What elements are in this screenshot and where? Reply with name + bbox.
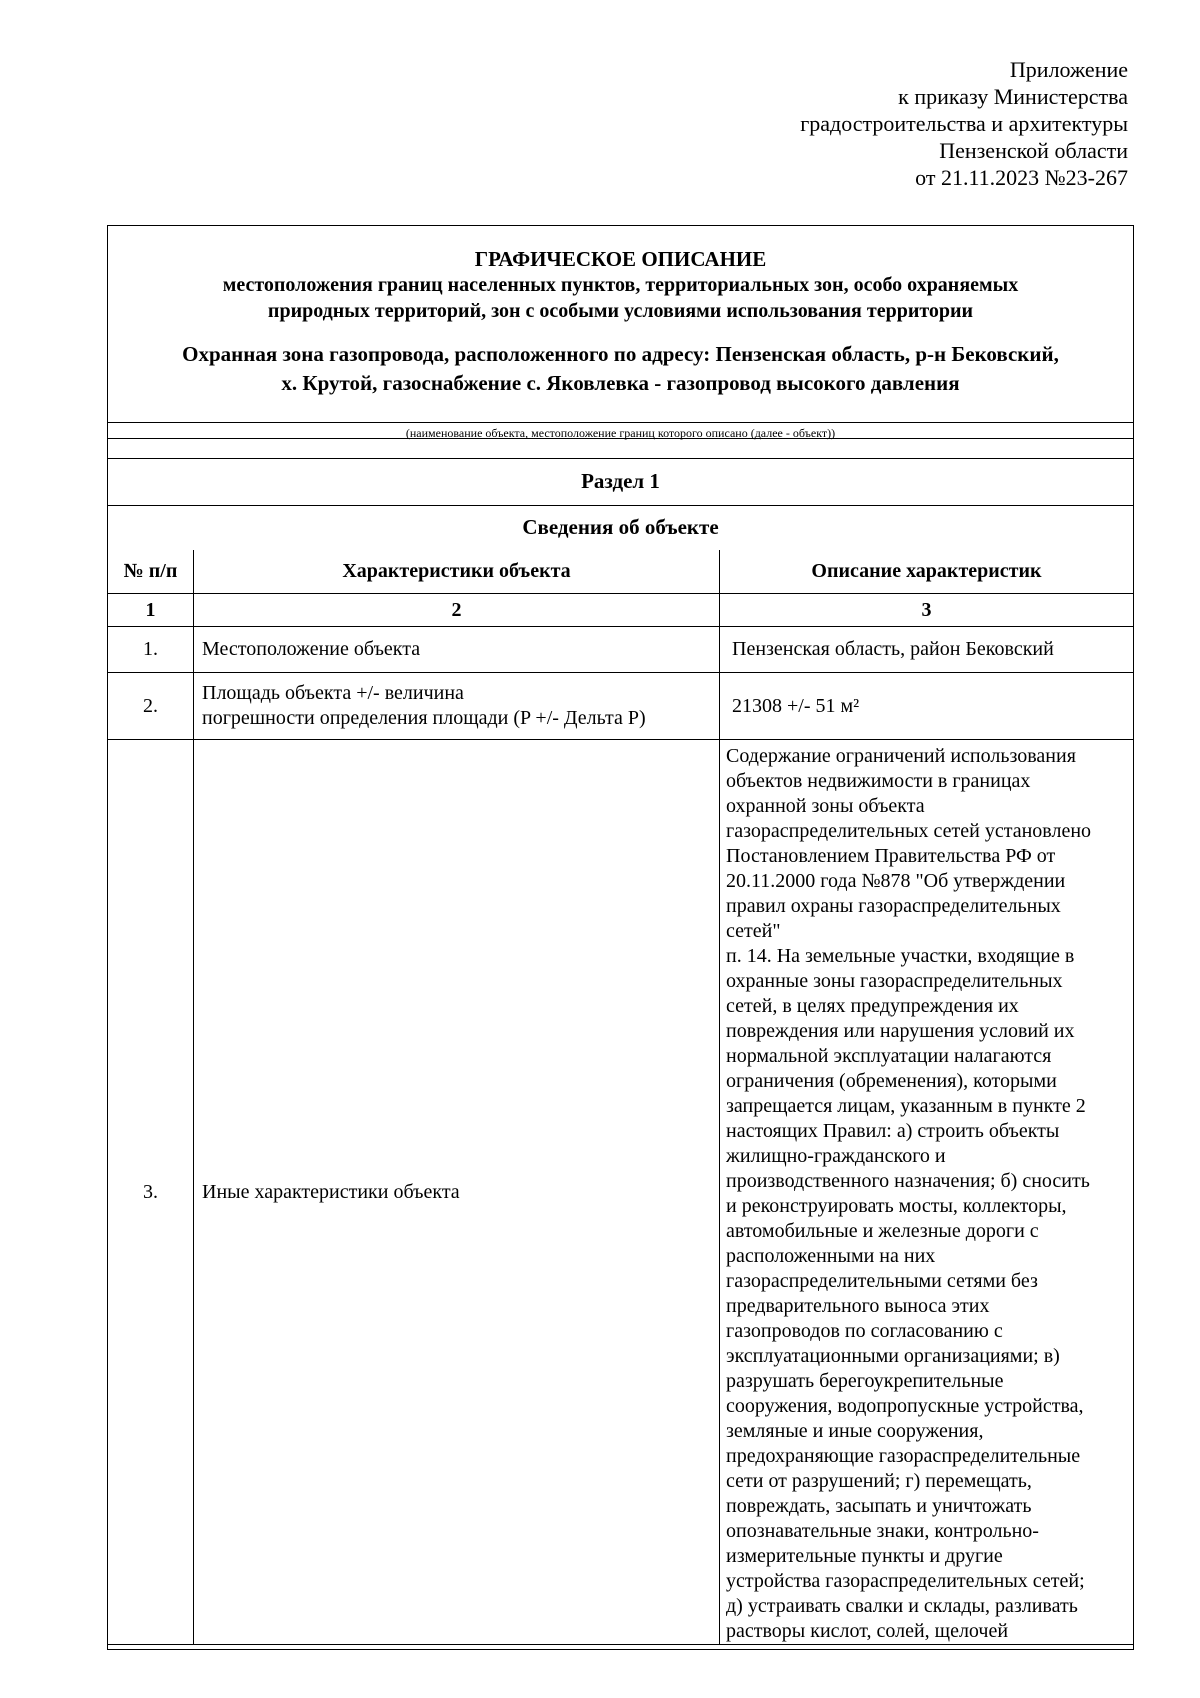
description-line: п. 14. На земельные участки, входящие в	[726, 945, 1075, 967]
table-row	[108, 627, 1133, 673]
row-number: 1.	[108, 627, 194, 673]
description-line: ограничения (обременения), которыми	[726, 1070, 1057, 1092]
description-line: газораспределительными сетями без	[726, 1270, 1038, 1292]
caption-text: (наименование объекта, местоположение границ которого описано (далее - объект))	[405, 426, 836, 440]
description-line: и реконструировать мосты, коллекторы,	[726, 1195, 1067, 1217]
title-block	[108, 226, 1133, 423]
document-subtitle	[108, 272, 1133, 324]
description-line: повреждения или нарушения условий их	[726, 1020, 1075, 1042]
table-row	[108, 740, 1133, 1645]
subtitle-line: природных территорий, зон с особыми условиями использования территории	[267, 300, 974, 322]
description-line: нормальной эксплуатации налагаются	[726, 1045, 1052, 1067]
table-row	[108, 673, 1133, 740]
description-line: газопроводов по согласованию с	[726, 1320, 1003, 1342]
characteristic-line: погрешности определения площади (P +/- Дельта P)	[202, 707, 646, 729]
characteristic-line: Площадь объекта +/- величина	[202, 682, 464, 704]
subtitle-line: местоположения границ населенных пунктов, территориальных зон, особо охраняемых	[222, 274, 1019, 296]
header-cell-characteristic: Характеристики объекта	[194, 550, 720, 594]
description-line: Содержание ограничений использования	[726, 745, 1076, 767]
column-number: 3	[720, 594, 1134, 627]
description-line: 20.11.2000 года №878 "Об утверждении	[726, 870, 1066, 892]
order-header	[800, 56, 1128, 191]
object-name-line: Охранная зона газопровода, расположенного по адресу: Пензенская область, р-н Бековский,	[182, 342, 1059, 366]
row-characteristic: Местоположение объекта	[194, 627, 720, 673]
description-line: правил охраны газораспределительных	[726, 895, 1061, 917]
description-line: автомобильные и железные дороги с	[726, 1220, 1039, 1242]
document-frame	[107, 225, 1134, 1650]
description-line: газораспределительных сетей установлено	[726, 820, 1092, 842]
description-line: предохраняющие газораспределительные	[726, 1445, 1081, 1467]
description-line: растворы кислот, солей, щелочей	[726, 1620, 1009, 1642]
description-line: измерительные пункты и другие	[726, 1545, 1003, 1567]
description-line: расположенными на них	[726, 1245, 936, 1267]
row-characteristic	[194, 673, 720, 740]
row-number: 3.	[108, 740, 194, 1645]
description-line: жилищно-гражданского и	[726, 1145, 946, 1167]
column-number: 2	[194, 594, 720, 627]
header-line: Приложение	[1009, 57, 1128, 82]
description-line: сетей"	[726, 920, 781, 942]
description-line: Постановлением Правительства РФ от	[726, 845, 1056, 867]
header-cell-description: Описание характеристик	[720, 550, 1134, 594]
description-line: настоящих Правил: а) строить объекты	[726, 1120, 1060, 1142]
description-line: опознавательные знаки, контрольно-	[726, 1520, 1039, 1542]
header-cell-number: № п/п	[108, 550, 194, 594]
object-caption	[108, 422, 1133, 439]
row-description: Пензенская область, район Бековский	[720, 627, 1134, 673]
row-description: 21308 +/- 51 м²	[720, 673, 1134, 740]
description-line: сетей, в целях предупреждения их	[726, 995, 1019, 1017]
object-name	[108, 340, 1133, 398]
header-line: градостроительства и архитектуры	[800, 111, 1128, 136]
row-description-long	[720, 740, 1134, 1645]
document-title: ГРАФИЧЕСКОЕ ОПИСАНИЕ	[474, 247, 767, 271]
description-line: эксплуатационными организациями; в)	[726, 1345, 1060, 1367]
header-line: от 21.11.2023 №23-267	[915, 165, 1128, 190]
section-title: Раздел 1	[108, 458, 1133, 506]
description-line: объектов недвижимости в границах	[726, 770, 1031, 792]
description-line: производственного назначения; б) сносить	[726, 1170, 1090, 1192]
column-number: 1	[108, 594, 194, 627]
description-line: предварительного выноса этих	[726, 1295, 990, 1317]
description-line: сооружения, водопропускные устройства,	[726, 1395, 1084, 1417]
object-info-table	[108, 550, 1133, 1645]
header-line: Пензенской области	[939, 138, 1128, 163]
row-characteristic: Иные характеристики объекта	[194, 740, 720, 1645]
description-line: устройства газораспределительных сетей;	[726, 1570, 1085, 1592]
column-number-row	[108, 594, 1133, 627]
description-line: д) устраивать свалки и склады, разливать	[726, 1595, 1078, 1617]
row-number: 2.	[108, 673, 194, 740]
section-subtitle: Сведения об объекте	[522, 515, 719, 539]
description-line: повреждать, засыпать и уничтожать	[726, 1495, 1032, 1517]
description-line: охранной зоны объекта	[726, 795, 925, 817]
description-line: запрещается лицам, указанным в пункте 2	[726, 1095, 1086, 1117]
table-header-row	[108, 550, 1133, 594]
description-line: разрушать берегоукрепительные	[726, 1370, 1004, 1392]
description-line: земляные и иные сооружения,	[726, 1420, 984, 1442]
object-name-line: х. Крутой, газоснабжение с. Яковлевка - газопровод высокого давления	[281, 371, 960, 395]
header-line: к приказу Министерства	[898, 84, 1128, 109]
description-line: охранные зоны газораспределительных	[726, 970, 1063, 992]
description-line: сети от разрушений; г) перемещать,	[726, 1470, 1032, 1492]
